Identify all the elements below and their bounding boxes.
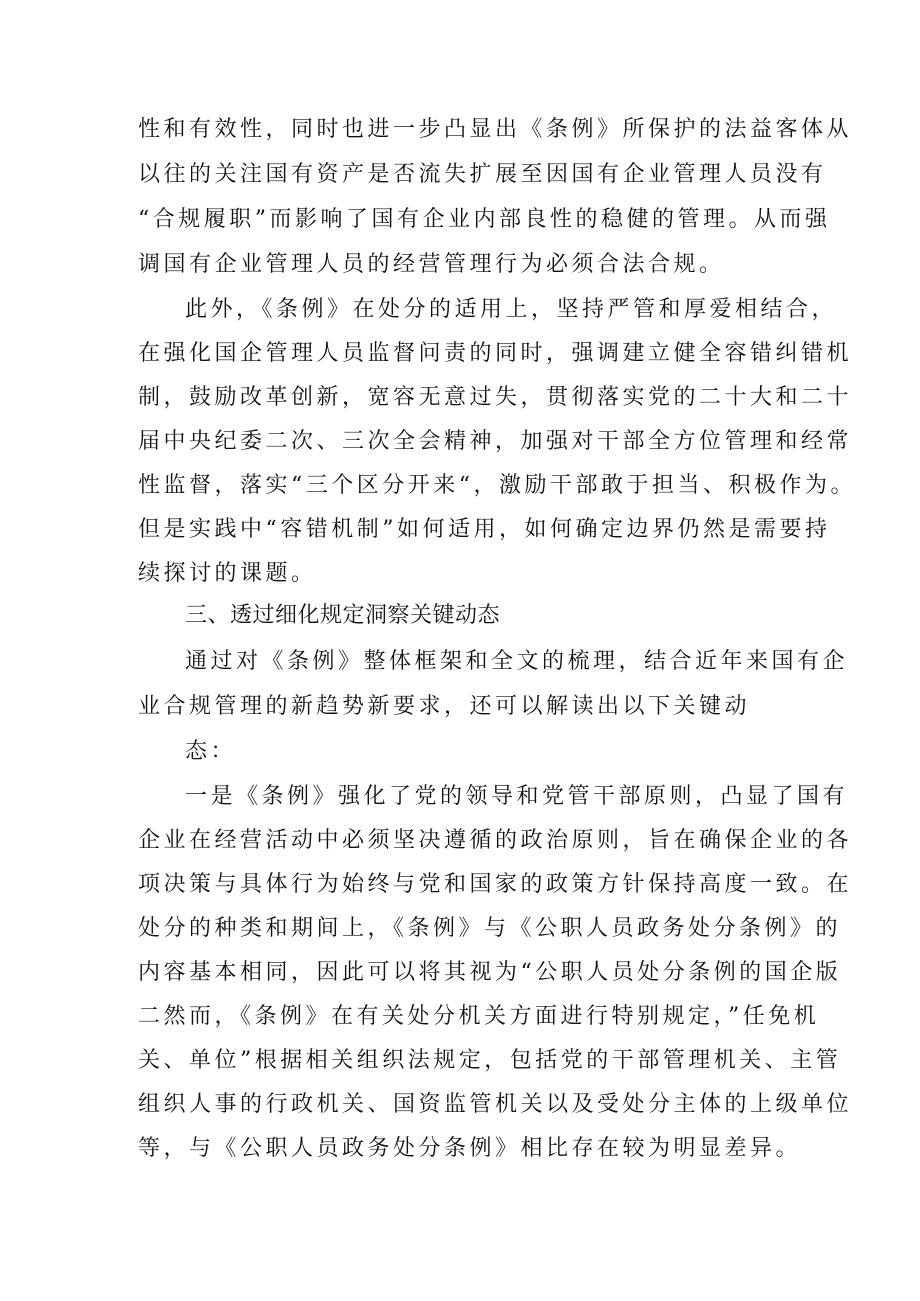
paragraph-2-line: 制，鼓励改革创新，宽容无意过失，贯彻落实党的二十大和二十 — [138, 385, 853, 410]
paragraph-4-line: 一是《条例》强化了党的领导和党管干部原则，凸显了国有 — [185, 784, 849, 809]
paragraph-4-line: 处分的种类和期间上，《条例》与《公职人员政务处分条例》的 — [138, 916, 842, 941]
paragraph-2-line: 届中央纪委二次、三次全会精神，加强对干部全方位管理和经常 — [138, 429, 853, 454]
paragraph-4-line: 等，与《公职人员政务处分条例》相比存在较为明显差异。 — [138, 1136, 802, 1161]
paragraph-2-line: 但是实践中“容错机制”如何适用，如何确定边界仍然是需要持 — [138, 517, 831, 542]
paragraph-1-line: 调国有企业管理人员的经营管理行为必须合法合规。 — [138, 252, 725, 277]
paragraph-4-line: 关、单位”根据相关组织法规定，包括党的干部管理机关、主管 — [138, 1048, 842, 1073]
paragraph-2-line: 此外，《条例》在处分的适用上，坚持严管和厚爱相结合， — [185, 297, 838, 322]
paragraph-2-line: 性监督，落实“三个区分开来“，激励干部敢于担当、积极作为。 — [138, 473, 856, 498]
paragraph-2-line: 续探讨的课题。 — [138, 561, 317, 586]
paragraph-4-line: 企业在经营活动中必须坚决遵循的政治原则，旨在确保企业的各 — [138, 828, 853, 853]
paragraph-4-line: 二然而，《条例》在有关处分机关方面进行特别规定，”任免机 — [138, 1004, 820, 1029]
paragraph-1-line: “合规履职”而影响了国有企业内部良性的稳健的管理。从而强 — [138, 207, 831, 232]
paragraph-3-line: 态： — [185, 739, 237, 764]
paragraph-4-line: 组织人事的行政机关、国资监管机关以及受处分主体的上级单位 — [138, 1092, 853, 1117]
section-heading: 三、透过细化规定洞察关键动态 — [185, 603, 501, 628]
paragraph-4-line: 项决策与具体行为始终与党和国家的政策方针保持高度一致。在 — [138, 872, 853, 897]
paragraph-3-line: 业合规管理的新趋势新要求，还可以解读出以下关键动 — [138, 694, 751, 719]
paragraph-1-line: 以往的关注国有资产是否流失扩展至因国有企业管理人员没有 — [138, 162, 827, 187]
paragraph-4-line: 内容基本相同，因此可以将其视为“公职人员处分条例的国企版 — [138, 960, 842, 985]
paragraph-3-line: 通过对《条例》整体框架和全文的梳理，结合近年来国有企 — [185, 649, 849, 674]
paragraph-1-line: 性和有效性，同时也进一步凸显出《条例》所保护的法益客体从 — [138, 117, 853, 142]
paragraph-2-line: 在强化国企管理人员监督问责的同时，强调建立健全容错纠错机 — [138, 341, 853, 366]
